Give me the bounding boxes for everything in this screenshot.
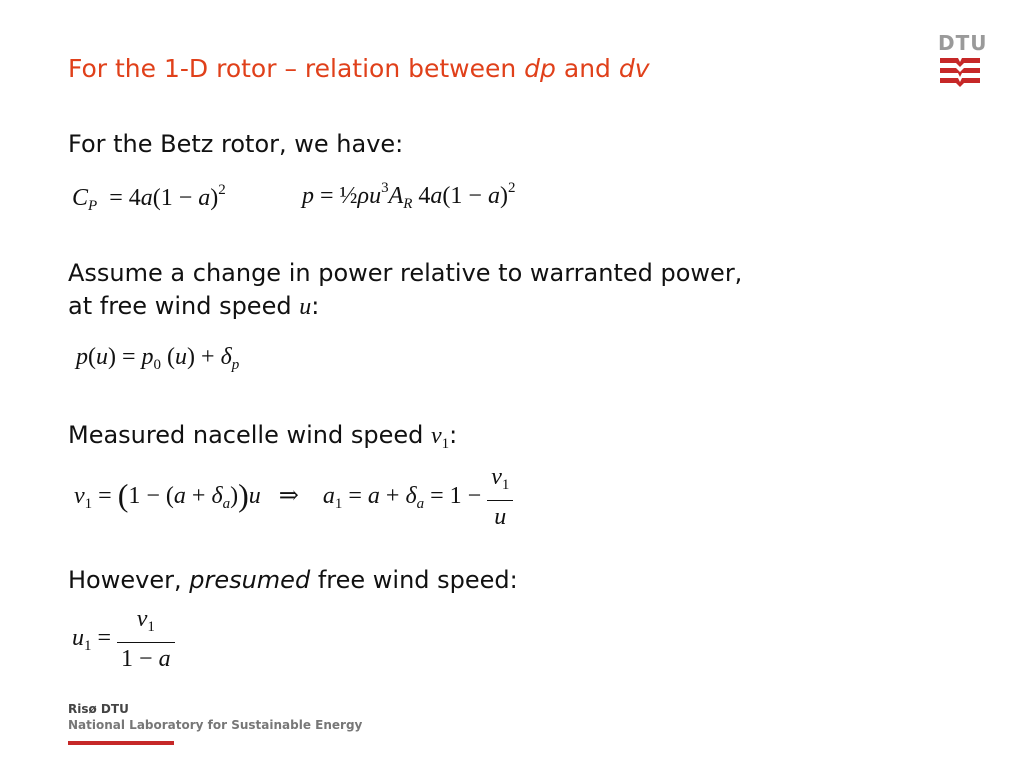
equation-power-coefficient: $C_P = 4a(1 - a)^2$	[72, 182, 226, 214]
assume-line-2: at free wind speed u:	[68, 292, 320, 320]
title-text: For the 1-D rotor – relation between	[68, 54, 525, 83]
equation-power-change: $p(u) = p_0$ $(u) + \delta_p$	[76, 344, 240, 373]
title-text-mid: and	[555, 54, 619, 83]
dtu-waves-logo-icon	[938, 54, 982, 90]
equation-presumed-speed: $u_1$ = $\frac{v_1}{1 - a}$	[72, 604, 175, 675]
title-var-dv: dv	[618, 54, 650, 83]
presumed-text: However, presumed free wind speed:	[68, 566, 518, 594]
footer-lab: National Laboratory for Sustainable Energy	[68, 718, 363, 732]
footer-org: Risø DTU	[68, 702, 129, 716]
equation-nacelle-speed: $v_1 = (1 - (a + \delta_a))u$ ⇒ $a_1 = a + \delta_a = 1$ − $\frac{v_1}{u}$	[74, 462, 513, 533]
title-var-dp: dp	[524, 54, 556, 83]
measured-text: Measured nacelle wind speed $v_1$:	[68, 421, 458, 452]
slide-title	[68, 54, 650, 83]
assume-line-1: Assume a change in power relative to warranted power,	[68, 259, 743, 287]
dtu-logo	[938, 31, 988, 94]
betz-intro: For the Betz rotor, we have:	[68, 130, 404, 158]
equation-power: $p = \frac{1}{2}\rho u^3A_R$ $4a(1 - a)^2$	[302, 180, 516, 212]
dtu-logo-text: DTU	[938, 31, 988, 55]
footer-accent-bar	[68, 741, 174, 745]
